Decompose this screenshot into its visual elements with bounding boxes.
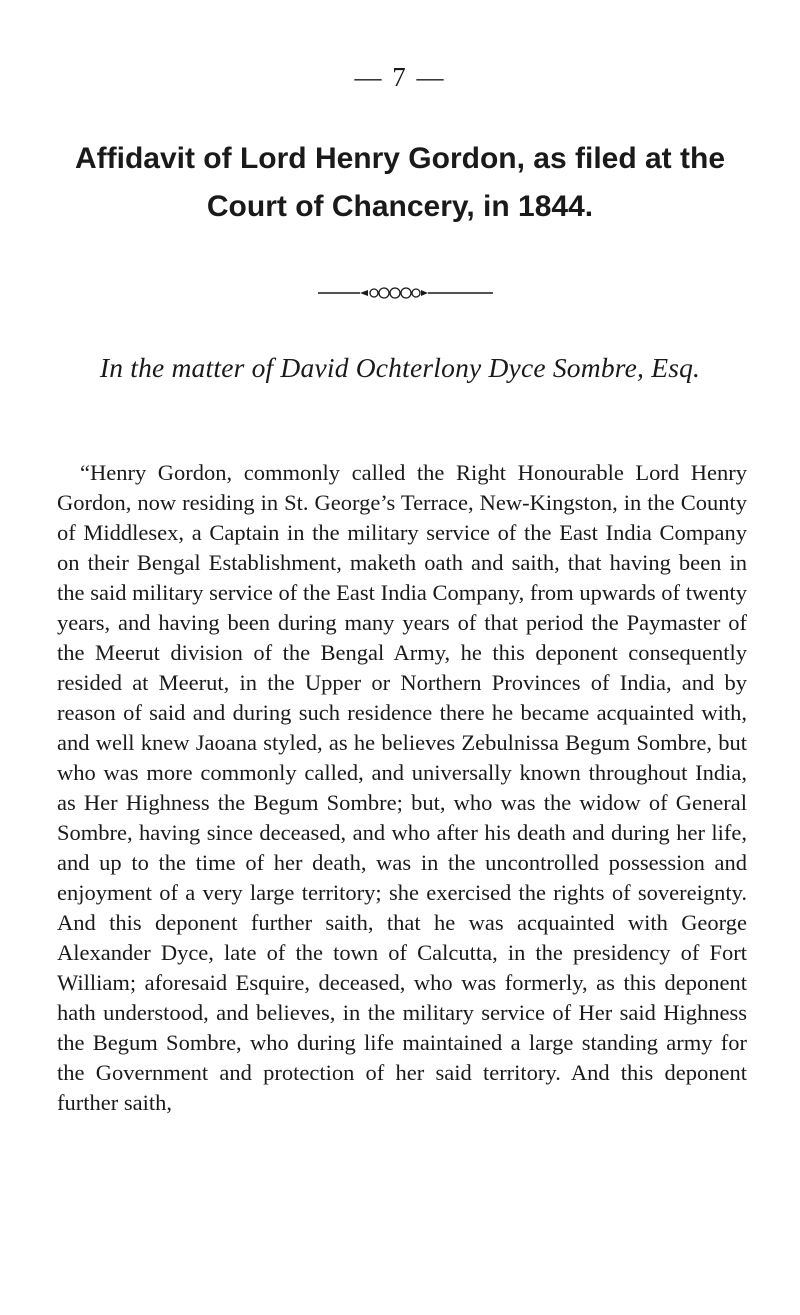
affidavit-paragraph: “Henry Gordon, commonly called the Right Honourable Lord Henry Gordon, now residing in St. George’s Terrace, New-Kingston, in the County of Middlesex, a Captain in the military service of the East India Company on their Bengal Establishment, maketh oath and saith, that having been in the said military service of the East India Company, from upwards of twenty years, and having been during many years of that period the Paymaster of the Meerut division of the Bengal Army, he this deponent consequently resided at Meerut, in the Upper or Northern Provinces of India, and by reason of said and during such residence there he became acquainted with, and well knew Jaoana styled, as he believes Zebulnissa Begum Sombre, but who was more commonly called, and universally known throughout India, as Her Highness the Begum Sombre; but, who was the widow of General Sombre, having since deceased, and who after his death and during her life, and up to the time of her death, was in the uncontrolled possession and enjoyment of a very large territory; she exercised the rights of sovereignty. And this deponent further saith, that he was acquainted with George Alexander Dyce, late of the town of Calcutta, in the presidency of Fort William; aforesaid Esquire, deceased, who was formerly, as this deponent hath understood, and believes, in the military service of Her said Highness the Begum Sombre, who during life maintained a large standing army for the Government and protection of her said territory. And this deponent further saith, bbox=[57, 460, 747, 1115]
ornament-divider-icon bbox=[318, 285, 493, 301]
page-number: — 7 — bbox=[354, 62, 446, 92]
affidavit-body bbox=[57, 458, 747, 1118]
document-title: Affidavit of Lord Henry Gordon, as filed at the Court of Chancery, in 1844. bbox=[74, 142, 726, 223]
matter-heading: In the matter of David Ochterlony Dyce Sombre, Esq. bbox=[99, 352, 701, 383]
